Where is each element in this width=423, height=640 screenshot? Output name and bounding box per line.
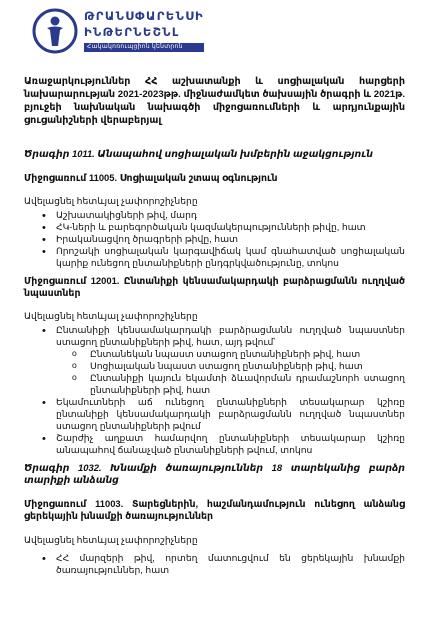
program-title: Ծրագիր 1011. Անապահով սոցիալական խմբերին աջակցություն	[24, 147, 373, 159]
list-item: • ՀԿ-ների և բարեգործական կազմակերպությունների թիվը, հատ	[40, 222, 405, 234]
indicator-heading: Ավելացնել հետևյալ չափորոշիչները	[24, 534, 198, 545]
transparency-figure-circle-icon	[32, 8, 78, 54]
document-body	[24, 76, 405, 582]
logo-line-2: ԻՆԹԵՐՆԵՇՆԼ	[84, 26, 180, 39]
logo-wordmark	[84, 10, 204, 53]
indicator-heading: Ավելացնել հետևյալ չափորոշիչները	[24, 311, 198, 322]
sub-list-item: o Ընտանիքի կայուն եկամտի ձևավորման դրամաշնորհ ստացող ընտանիքների թիվ, հատ	[68, 373, 405, 397]
sub-indicator-list	[68, 349, 405, 397]
indicator-list	[40, 210, 405, 270]
list-item: • Իրականացվող ծրագրերի թիվը, հատ	[40, 234, 405, 246]
measure-title: Միջոցառում 11003. Տարեցներին, հաշմանդամություն ունեցող անձանց ցերեկային խնամքի ծառայություններ	[24, 498, 405, 522]
sub-list-item: o Ընտանեկան նպաստ ստացող ընտանիքների թիվ, հատ	[68, 349, 405, 361]
measure-title: Միջոցառում 12001. Ընտանիքի կենսամակարդակի բարձրացմանն ուղղված նպաստներ	[24, 274, 405, 299]
intro-heading: Առաջարկություններ ՀՀ աշխատանքի և սոցիալական հարցերի նախարարության 2021-2023թթ. միջնաժամկետ ծախսային ծրագրի և 2021թ. բյուջեի նախնական նախագծի միջոցառումների և արդյունքային ցուցանիշների վերաբերյալ	[24, 76, 405, 126]
list-item: • Աշխատակիցների թիվ, մարդ	[40, 210, 405, 222]
list-item	[40, 325, 405, 397]
indicator-list	[40, 553, 405, 577]
list-item: • Եկամուտների աճ ունեցող ընտանիքների տեսակարար կշիռը ընտանիքի կենսամակարդակի բարձրացմանն ուղղված նպաստներ ստացող ընտանիքների թվում	[40, 397, 405, 433]
sub-list-item: o Սոցիալական նպաստ ստացող ընտանիքների թիվ, հատ	[68, 361, 405, 373]
indicator-heading: Ավելացնել հետևյալ չափորոշիչները	[24, 196, 198, 207]
list-item: • Շարժիչ աղքատ համարվող ընտանիքների տեսակարար կշիռը անապահով ճանաչված ընտանիքների թվում, տոկոս	[40, 433, 405, 457]
logo-tagline: Հակակոռուպցիոն կենտրոն	[84, 43, 204, 53]
list-item-text: Ընտանիքի կենսամակարդակի բարձրացմանն ուղղված նպաստներ ստացող ընտանիքների թիվ, հատ, այդ թվում՝	[56, 325, 405, 348]
program-title: Ծրագիր 1032. Խնամքի ծառայություններ 18 տարեկանից բարձր տարիքի անձանց	[24, 461, 405, 485]
measure-title: Միջոցառում 11005. Սոցիալական շտապ օգնություն	[24, 171, 278, 183]
list-item: • Որոշակի սոցիալական կարգավիճակ կամ գնահատված սոցիալական կարիք ունեցող ընտանիքների ընդգրկվածությունը, տոկոս	[40, 246, 405, 270]
organization-logo	[32, 8, 204, 54]
list-item: • ՀՀ մարզերի թիվ, որտեղ մատուցվում են ցերեկային խնամքի ծառայություններ, հատ	[40, 553, 405, 577]
logo-line-1: ԹՐԱՆՍՓԱՐԵՆՍԻ	[84, 10, 205, 23]
indicator-list	[40, 325, 405, 456]
